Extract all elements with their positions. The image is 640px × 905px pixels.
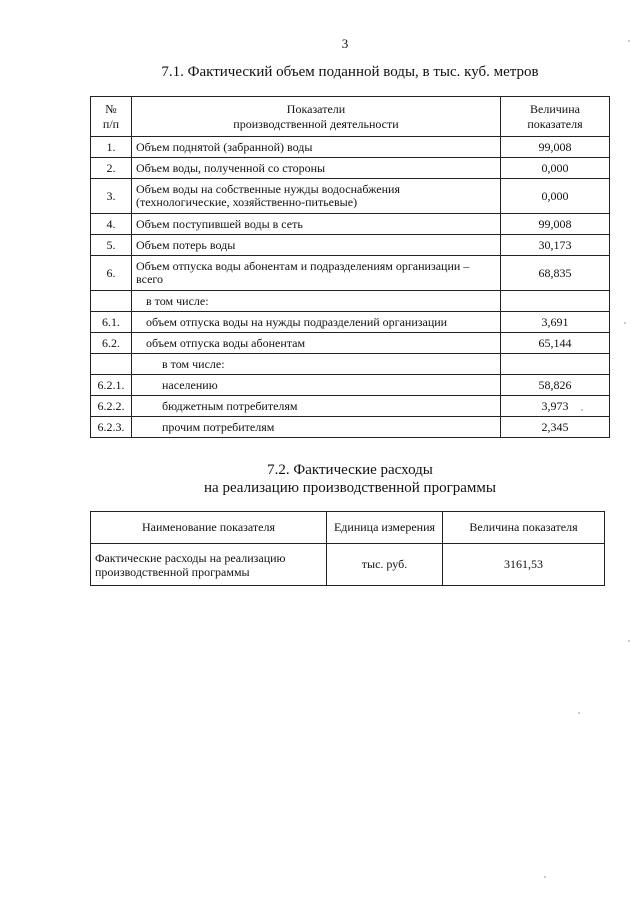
row-label: Объем воды, полученной со стороны [132, 158, 501, 179]
row-num: 2. [91, 158, 132, 179]
row-label: в том числе: [132, 354, 501, 375]
header-num: № п/п [91, 97, 132, 137]
row-value: 3161,53 [443, 544, 605, 586]
table-row [91, 291, 610, 312]
row-value [501, 291, 610, 312]
table-row [91, 354, 610, 375]
header-unit: Единица измерения [327, 512, 443, 544]
page-number: 3 [341, 36, 349, 51]
row-num: 6. [91, 256, 132, 291]
row-num [91, 354, 132, 375]
row-num [91, 291, 132, 312]
row-num: 6.1. [91, 312, 132, 333]
section-2-title: 7.2. Фактические расходы на реализацию производственной программы [204, 462, 496, 496]
row-num: 6.2.3. [91, 417, 132, 438]
row-label: Объем потерь воды [132, 235, 501, 256]
scan-speck [544, 876, 546, 878]
table-row [91, 417, 610, 438]
row-unit: тыс. руб. [327, 544, 443, 586]
row-label: Объем поступившей воды в сеть [132, 214, 501, 235]
row-value: 30,173 [501, 235, 610, 256]
expenses-table [90, 511, 605, 586]
row-name: Фактические расходы на реализацию производственной программы [91, 544, 327, 586]
water-volume-table [90, 96, 610, 438]
scan-speck [628, 40, 630, 42]
section-1-title: 7.1. Фактический объем поданной воды, в тыс. куб. метров [161, 64, 539, 80]
row-value: 65,144 [501, 333, 610, 354]
scan-speck [581, 409, 583, 411]
table-row [91, 158, 610, 179]
row-value: 0,000 [501, 179, 610, 214]
row-value: 3,973 [501, 396, 610, 417]
row-value [501, 354, 610, 375]
table-header-row [91, 97, 610, 137]
row-value: 99,008 [501, 137, 610, 158]
header-indicator: Показатели производственной деятельности [132, 97, 501, 137]
row-num: 3. [91, 179, 132, 214]
scan-speck [628, 640, 630, 642]
row-num: 6.2. [91, 333, 132, 354]
table-row [91, 214, 610, 235]
scan-speck [578, 712, 580, 714]
row-num: 6.2.1. [91, 375, 132, 396]
header-value: Величина показателя [501, 97, 610, 137]
row-value: 2,345 [501, 417, 610, 438]
scan-speck [624, 322, 626, 324]
row-num: 1. [91, 137, 132, 158]
table-row [91, 312, 610, 333]
table-row [91, 137, 610, 158]
row-label: объем отпуска воды абонентам [132, 333, 501, 354]
table-row [91, 179, 610, 214]
table-header-row [91, 512, 605, 544]
row-value: 68,835 [501, 256, 610, 291]
row-num: 6.2.2. [91, 396, 132, 417]
row-value: 99,008 [501, 214, 610, 235]
table-row [91, 235, 610, 256]
row-label: Объем поднятой (забранной) воды [132, 137, 501, 158]
row-label: в том числе: [132, 291, 501, 312]
row-label: бюджетным потребителям [132, 396, 501, 417]
header-name: Наименование показателя [91, 512, 327, 544]
row-label: Объем воды на собственные нужды водоснабжения (технологические, хозяйственно-питьевые) [132, 179, 501, 214]
row-value: 0,000 [501, 158, 610, 179]
table-row [91, 396, 610, 417]
header-value: Величина показателя [443, 512, 605, 544]
table-row [91, 333, 610, 354]
row-value: 58,826 [501, 375, 610, 396]
row-num: 5. [91, 235, 132, 256]
row-label: Объем отпуска воды абонентам и подразделениям организации – всего [132, 256, 501, 291]
table-row [91, 375, 610, 396]
row-label: населению [132, 375, 501, 396]
row-label: прочим потребителям [132, 417, 501, 438]
row-label: объем отпуска воды на нужды подразделений организации [132, 312, 501, 333]
row-num: 4. [91, 214, 132, 235]
table-row [91, 544, 605, 586]
table-row [91, 256, 610, 291]
row-value: 3,691 [501, 312, 610, 333]
